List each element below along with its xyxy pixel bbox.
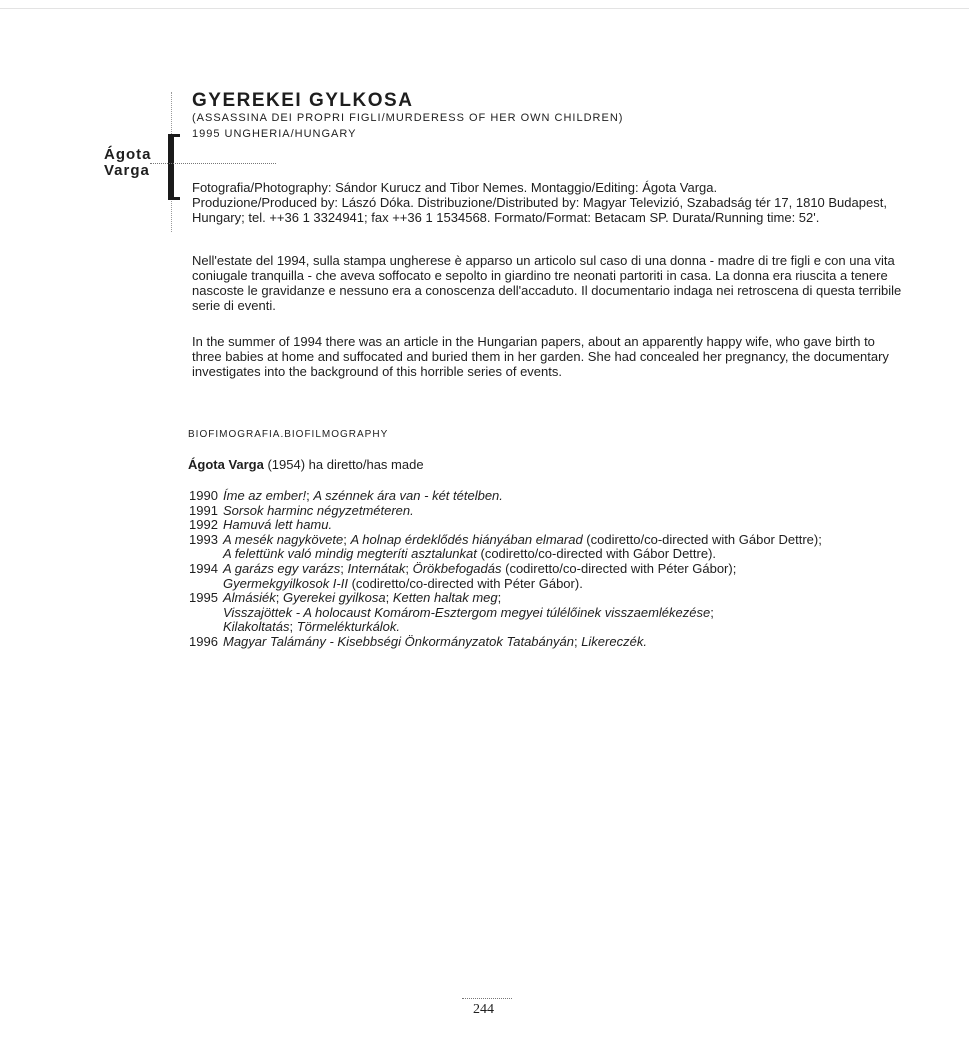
film-title-italic: A szénnek ára van - két tételben. [313, 488, 503, 503]
filmography-row [189, 635, 889, 650]
film-title-italic: Gyerekei gyilkosa [282, 590, 386, 606]
credits-block [192, 180, 892, 225]
bracket-mark [168, 134, 180, 200]
filmography-year: 1991 [189, 502, 218, 518]
filmography-year: 1992 [189, 517, 218, 533]
film-title-italic: Almásiék [223, 590, 276, 606]
filmography-row [189, 533, 889, 548]
credits-line: Hungary; tel. ++36 1 3324941; fax ++36 1 1534568. Formato/Format: Betacam SP. Durata/Running time: 52'. [192, 210, 820, 225]
director-last-name: Varga [104, 162, 150, 179]
filmography-list [189, 489, 889, 650]
filmography-row [189, 591, 889, 606]
film-title: GYEREKEI GYLKOSA [192, 90, 414, 111]
film-title-italic: A mesék nagykövete [223, 531, 344, 547]
page-number-dots [462, 998, 512, 999]
film-note: ; [343, 531, 351, 547]
director-name [104, 147, 152, 179]
synopsis-italian: Nell'estate del 1994, sulla stampa ungherese è apparso un articolo sul caso di una donna - madre di tre figli e con una vita coniugale tranquilla - che aveva soffocato e sepolto in giardino tre neonati partoriti in casa. La donna era riuscita a tenere nascoste le gravidanze e nessuno era a conoscenza dell'accaduto. Il documentario indaga nei retroscena di questa terribile serie di eventi. [192, 253, 902, 313]
filmography-year: 1994 [189, 560, 218, 576]
filmography-row [189, 547, 889, 562]
filmography-year: 1993 [189, 531, 218, 547]
top-rule [0, 8, 969, 9]
film-title-italic: Íme az ember! [223, 488, 307, 503]
film-title-italic: Internátak [347, 560, 406, 576]
film-title-italic: Sorsok harminc négyzetméteren. [223, 502, 414, 518]
film-title-italic: Hamuvá lett hamu. [223, 517, 333, 533]
synopsis-english: In the summer of 1994 there was an article in the Hungarian papers, about an apparently happy wife, who gave birth to three babies at home and suffocated and buried them in her garden. She had concealed her pregnancy, the documentary investigates into the background of this horrible series of events. [192, 334, 889, 379]
film-note: (codiretto/co-directed with Gábor Dettre); [582, 531, 822, 547]
film-note: (codiretto/co-directed with Gábor Dettre). [476, 546, 717, 562]
film-note: (codiretto/co-directed with Péter Gábor). [347, 575, 583, 591]
film-title-italic: A holnap érdeklődés hiányában elmarad [350, 531, 583, 547]
filmography-row [189, 504, 889, 519]
filmography-year: 1990 [189, 488, 218, 503]
bio-intro [188, 457, 424, 472]
filmography-row [189, 577, 889, 592]
film-note: ; [275, 590, 283, 606]
film-note: ; [405, 560, 413, 576]
biofilmography-heading: BIOFIMOGRAFIA.BIOFILMOGRAPHY [188, 429, 389, 440]
film-title-italic: Gyermekgyilkosok I-II [223, 575, 348, 591]
film-note: ; [385, 590, 393, 606]
filmography-row [189, 518, 889, 533]
filmography-row [189, 489, 889, 504]
filmography-year: 1995 [189, 590, 218, 606]
director-first-name: Ágota [104, 146, 152, 163]
horizontal-dotted-rule [150, 163, 276, 164]
filmography-row [189, 562, 889, 577]
film-note: ; [289, 619, 297, 635]
film-title-italic: Ketten haltak meg [392, 590, 498, 606]
film-title-italic: Törmelékturkálok. [296, 619, 401, 635]
film-note: ; [573, 633, 582, 649]
filmography-row [189, 620, 889, 635]
film-subtitle: (ASSASSINA DEI PROPRI FIGLI/MURDERESS OF HER OWN CHILDREN) [192, 112, 624, 124]
film-title-italic: Örökbefogadás [412, 560, 502, 576]
film-year-country: 1995 UNGHERIA/HUNGARY [192, 128, 357, 140]
film-note: ; [306, 488, 314, 503]
film-title-italic: Likereczék. [581, 633, 647, 649]
film-note: (codiretto/co-directed with Péter Gábor); [501, 560, 737, 576]
film-note: ; [710, 604, 714, 620]
film-title-italic: Visszajöttek - A holocaust Komárom-Esztergom megyei túlélőinek visszaemlékezése [223, 604, 711, 620]
film-title-italic: A felettünk való mindig megteríti asztalunkat [223, 546, 477, 562]
film-note: ; [497, 590, 502, 606]
film-title-italic: Magyar Talámány - Kisebbségi Önkormányzatok Tatabányán [223, 633, 574, 649]
credits-line: Fotografia/Photography: Sándor Kurucz and Tibor Nemes. Montaggio/Editing: Ágota Varga. [192, 180, 718, 195]
bio-intro-text: (1954) ha diretto/has made [263, 457, 424, 472]
bio-name: Ágota Varga [188, 457, 264, 472]
credits-line: Produzione/Produced by: Lászó Dóka. Distribuzione/Distributed by: Magyar Televizió, Szabadság tér 17, 1810 Budapest, [192, 195, 887, 210]
film-note: ; [340, 560, 348, 576]
film-title-italic: A garázs egy varázs [223, 560, 341, 576]
filmography-row [189, 606, 889, 621]
filmography-year: 1996 [189, 633, 218, 649]
film-title-italic: Kilakoltatás [223, 619, 290, 635]
page-number: 244 [473, 1002, 494, 1017]
